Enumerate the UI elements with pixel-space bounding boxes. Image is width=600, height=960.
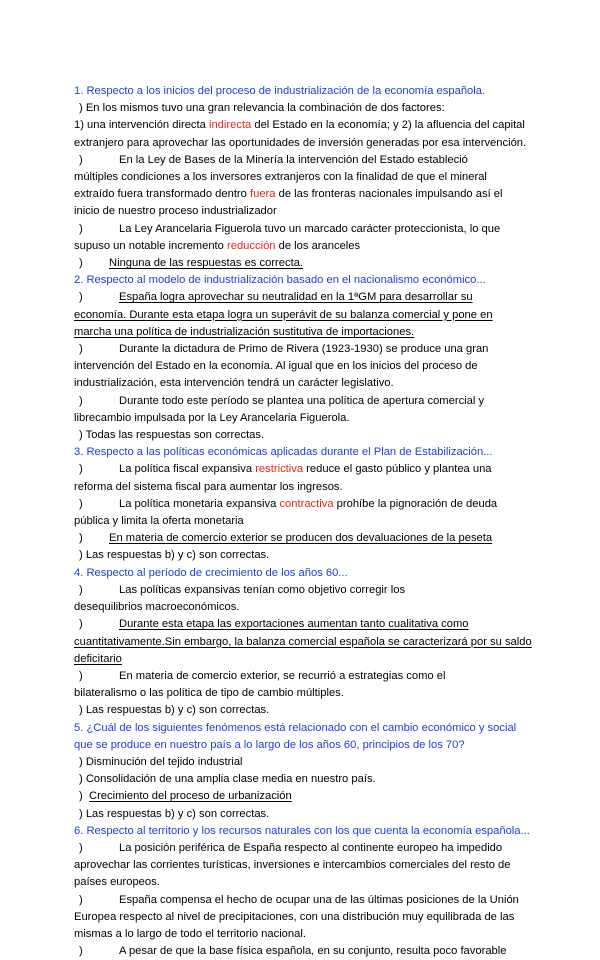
q2-option-c-cont: librecambio impulsada por la Ley Arancelaria Figuerola. xyxy=(74,411,350,424)
text-span: extraído fuera transformado dentro xyxy=(74,188,250,201)
question-1-title: 1. Respecto a los inicios del proceso de industrialización de la economía española. xyxy=(74,85,486,97)
q1-option-a: ) En los mismos tuvo una gran relevancia la combinación de dos factores: xyxy=(79,102,445,115)
correction-word: fuera xyxy=(250,188,276,201)
correction-word: indirecta xyxy=(208,119,252,132)
q3-option-b xyxy=(74,496,532,513)
q2-option-d: ) Todas las respuestas son correctas. xyxy=(79,429,265,442)
text-span: Las políticas expansivas tenían como objetivo corregir los xyxy=(119,583,406,596)
option-marker: ) xyxy=(79,893,83,906)
q1-option-c-cont xyxy=(74,238,532,255)
q4-option-a-cont: desequilibrios macroeconómicos. xyxy=(74,601,240,614)
q4-option-b xyxy=(74,616,532,633)
q2-option-b xyxy=(74,341,532,358)
q1-option-c xyxy=(74,221,532,238)
q4-option-d: ) Las respuestas b) y c) son correctas. xyxy=(79,704,270,717)
q6-option-c xyxy=(74,943,532,960)
text-span: 1) una intervención directa xyxy=(74,119,209,132)
text-span: de los aranceles xyxy=(275,239,361,252)
q1-option-b-cont xyxy=(74,186,532,203)
q3-option-a xyxy=(74,461,532,478)
text-span: La política monetaria expansiva xyxy=(119,497,280,510)
question-2-title: 2. Respecto al modelo de industrialización basado en el nacionalismo económico... xyxy=(74,274,486,287)
q4-option-c xyxy=(74,668,532,685)
text-span: del Estado en la economía; y 2) la afluencia del capital xyxy=(251,119,525,132)
option-marker: ) xyxy=(79,497,83,510)
q3-option-b-cont: pública y limita la oferta monetaria xyxy=(74,515,244,528)
q2-option-c xyxy=(74,393,532,410)
q6-option-a-cont: aprovechar las corrientes turísticas, inversiones e intercambios comerciales del resto de xyxy=(74,859,511,872)
q2-option-a xyxy=(74,289,532,306)
q6-option-a-cont: países europeos. xyxy=(74,876,160,889)
option-marker: ) xyxy=(79,257,83,270)
option-marker: ) xyxy=(79,394,83,407)
text-span: Durante la dictadura de Primo de Rivera (1923-1930) se produce una gran xyxy=(119,343,489,356)
q4-option-b-cont: cuantitativamente.Sin embargo, la balanza comercial española se caracterizará por su saldo xyxy=(74,635,532,648)
q1-option-b-cont: múltiples condiciones a los inversores extranjeros con la finalidad de que el mineral xyxy=(74,171,487,184)
question-3-title: 3. Respecto a las políticas económicas aplicadas durante el Plan de Estabilización... xyxy=(74,446,493,459)
q3-option-d: ) Las respuestas b) y c) son correctas. xyxy=(79,549,270,562)
option-marker: ) xyxy=(79,222,83,235)
q4-option-a xyxy=(74,582,532,599)
q1-option-a-cont xyxy=(74,117,532,134)
q6-option-b-cont: mismas a lo largo de todo el territorio nacional. xyxy=(74,927,306,940)
question-5-title-cont: que se produce en nuestro país a lo largo de los años 60, principios de los 70? xyxy=(74,738,465,751)
correction-word: restrictiva xyxy=(255,463,304,476)
q6-option-b-cont: Europea respecto al nivel de precipitaciones, con una distribución muy equilibrada de las xyxy=(74,910,515,923)
q5-option-a: ) Disminución del tejido industrial xyxy=(79,755,243,768)
question-4-title: 4. Respecto al período de crecimiento de los años 60... xyxy=(74,566,348,579)
q4-option-c-cont: bilateralismo o las política de tipo de cambio múltiples. xyxy=(74,687,344,700)
correction-word: contractiva xyxy=(279,497,334,510)
correct-answer: Crecimiento del proceso de urbanización xyxy=(89,790,292,803)
q5-option-c xyxy=(74,788,532,805)
q3-option-c xyxy=(74,530,532,547)
text-span: España compensa el hecho de ocupar una de las últimas posiciones de la Unión xyxy=(119,893,519,906)
text-span: reduce el gasto público y plantea una xyxy=(303,463,492,476)
q5-option-b: ) Consolidación de una amplia clase media en nuestro país. xyxy=(79,773,376,786)
q5-option-d: ) Las respuestas b) y c) son correctas. xyxy=(79,807,270,820)
text-span: En materia de comercio exterior, se recurrió a estrategias como el xyxy=(119,669,446,682)
option-marker: ) xyxy=(79,618,83,631)
option-marker: ) xyxy=(79,669,83,682)
question-5-title: 5. ¿Cuál de los siguientes fenómenos está relacionado con el cambio económico y social xyxy=(74,721,517,734)
q2-option-b-cont: intervención del Estado en la economía. Al igual que en los inicios del proceso de xyxy=(74,360,478,373)
quiz-content xyxy=(74,83,532,960)
option-marker: ) xyxy=(79,532,83,545)
correct-answer: España logra aprovechar su neutralidad en la 1ªGM para desarrollar su xyxy=(119,291,473,304)
text-span: A pesar de que la base física española, en su conjunto, resulta poco favorable xyxy=(119,945,507,958)
text-span: supuso un notable incremento xyxy=(74,239,227,252)
correct-answer: Ninguna de las respuestas es correcta. xyxy=(109,257,304,270)
q1-option-a-cont: extranjero para aprovechar las oportunidades de inversión generadas por esa intervención. xyxy=(74,136,527,149)
text-span: La posición periférica de España respecto al continente europeo ha impedido xyxy=(119,841,503,854)
text-span: En la Ley de Bases de la Minería la intervención del Estado estableció xyxy=(119,153,468,166)
option-marker: ) xyxy=(79,790,83,803)
text-span: prohíbe la pignoración de deuda xyxy=(333,497,498,510)
correct-answer: Durante esta etapa las exportaciones aumentan tanto cualitativa como xyxy=(119,618,469,631)
correction-word: reducción xyxy=(227,239,276,252)
text-span: Durante todo este período se plantea una política de apertura comercial y xyxy=(119,394,485,407)
text-span: La Ley Arancelaria Figuerola tuvo un marcado carácter proteccionista, lo que xyxy=(119,222,501,235)
option-marker: ) xyxy=(79,463,83,476)
text-span: de las fronteras nacionales impulsando así el xyxy=(275,188,503,201)
text-span: La política fiscal expansiva xyxy=(119,463,256,476)
question-6-title: 6. Respecto al territorio y los recursos naturales con los que cuenta la economía española... xyxy=(74,824,530,837)
q2-option-a-cont: marcha una política de industrialización sustitutiva de importaciones. xyxy=(74,325,415,338)
option-marker: ) xyxy=(79,343,83,356)
option-marker: ) xyxy=(79,841,83,854)
q3-option-a-cont: reforma del sistema fiscal para aumentar los ingresos. xyxy=(74,480,343,493)
option-marker: ) xyxy=(79,291,83,304)
q6-option-a xyxy=(74,840,532,857)
q2-option-a-cont: economía. Durante esta etapa logra un superávit de su balanza comercial y pone en xyxy=(74,308,493,321)
q4-option-b-cont: deficitario xyxy=(74,652,122,665)
q2-option-b-cont: industrialización, esta intervención tendrá un carácter legislativo. xyxy=(74,377,394,390)
option-marker: ) xyxy=(79,153,83,166)
option-marker: ) xyxy=(79,583,83,596)
q1-option-b xyxy=(74,152,532,169)
q1-option-b-cont: inicio de nuestro proceso industrializador xyxy=(74,205,277,218)
q1-option-d xyxy=(74,255,532,272)
q6-option-b xyxy=(74,892,532,909)
option-marker: ) xyxy=(79,945,83,958)
correct-answer: En materia de comercio exterior se producen dos devaluaciones de la peseta xyxy=(109,532,493,545)
